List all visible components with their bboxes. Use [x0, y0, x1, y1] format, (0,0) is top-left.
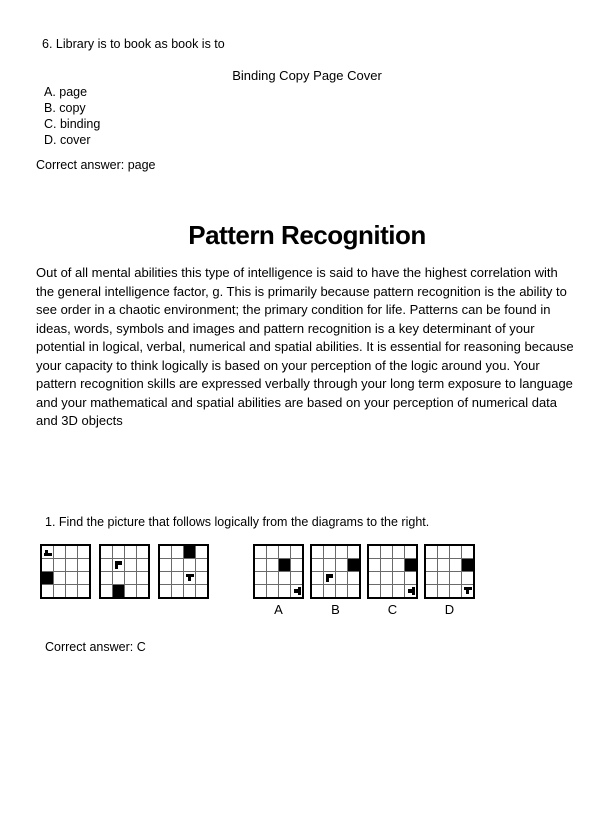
- grid-cell: [113, 546, 124, 558]
- grid-cell: [137, 546, 148, 558]
- grid-cell: [66, 572, 77, 584]
- puzzle-row: [36, 544, 578, 617]
- grid-cell: [336, 585, 347, 597]
- grid-cell: [137, 572, 148, 584]
- grid-cell: [381, 585, 392, 597]
- grid-cell: [279, 585, 290, 597]
- grid-cell: [369, 559, 380, 571]
- section-title: Pattern Recognition: [188, 220, 426, 250]
- grid-cell: [405, 585, 416, 597]
- option-grid-b: [310, 544, 361, 599]
- grid-cell: [267, 559, 278, 571]
- grid-cell: [172, 546, 183, 558]
- grid-cell: [101, 546, 112, 558]
- grid-cell: [312, 572, 323, 584]
- flag-right-glyph: [115, 561, 123, 569]
- grid-cell: [184, 585, 195, 597]
- grid-cell: [438, 559, 449, 571]
- option-grid-c: [367, 544, 418, 599]
- grid-cell: [78, 572, 89, 584]
- sequence-grid-3: [158, 544, 209, 599]
- grid-cell: [348, 559, 359, 571]
- grid-cell: [255, 572, 266, 584]
- grid-cell: [393, 559, 404, 571]
- grid-cell: [348, 572, 359, 584]
- flag-left-glyph: [407, 587, 415, 595]
- grid-cell: [291, 546, 302, 558]
- grid-cell: [54, 585, 65, 597]
- grid-cell: [66, 546, 77, 558]
- grid-cell: [125, 585, 136, 597]
- grid-cell: [450, 572, 461, 584]
- grid-cell: [291, 585, 302, 597]
- flag-left-glyph: [293, 587, 301, 595]
- grid-cell: [255, 585, 266, 597]
- grid-cell: [324, 546, 335, 558]
- grid-cell: [125, 572, 136, 584]
- grid-cell: [291, 572, 302, 584]
- grid-cell: [381, 559, 392, 571]
- grid-cell: [160, 572, 171, 584]
- grid-cell: [348, 546, 359, 558]
- choice-d: D. cover: [44, 133, 91, 147]
- option-grid-a: [253, 544, 304, 599]
- grid-cell: [101, 572, 112, 584]
- grid-cell: [42, 546, 53, 558]
- grid-cell: [336, 546, 347, 558]
- grid-cell: [381, 572, 392, 584]
- grid-cell: [369, 546, 380, 558]
- grid-cell: [255, 559, 266, 571]
- grid-cell: [450, 546, 461, 558]
- grid-cell: [405, 572, 416, 584]
- grid-cell: [184, 559, 195, 571]
- grid-cell: [462, 585, 473, 597]
- grid-cell: [324, 559, 335, 571]
- grid-cell: [172, 572, 183, 584]
- grid-cell: [125, 559, 136, 571]
- grid-cell: [324, 572, 335, 584]
- grid-cell: [78, 559, 89, 571]
- grid-cell: [78, 546, 89, 558]
- section-paragraph: Out of all mental abilities this type of intelligence is said to have the highest correlation with the general intelligence factor, g. This is primarily because pattern recognition is the ability to see order in a chaotic environment; the primary condition for life. Patterns can be found in ideas, words, symbols and images and pattern recognition is a key determinant of your potential in logical, verbal, numerical and spatial abilities. It is essential for reasoning because your capacity to think logically is based on your perception of the logic around you. Your pattern recognition skills are expressed verbally through your long term exposure to language and your mathematical and spatial abilities are based on your perception of numerical data and 3D objects: [36, 265, 574, 428]
- grid-cell: [54, 572, 65, 584]
- grid-cell: [450, 585, 461, 597]
- question-1-prompt: 1. Find the picture that follows logically from the diagrams to the right.: [45, 514, 430, 529]
- grid-cell: [405, 546, 416, 558]
- grid-cell: [101, 559, 112, 571]
- grid-cell: [184, 546, 195, 558]
- grid-cell: [267, 546, 278, 558]
- option-grid-d: [424, 544, 475, 599]
- grid-cell: [279, 546, 290, 558]
- question-1-answer: Correct answer: C: [45, 639, 146, 654]
- choice-c: C. binding: [44, 117, 101, 131]
- grid-cell: [196, 546, 207, 558]
- grid-cell: [336, 572, 347, 584]
- grid-cell: [312, 559, 323, 571]
- question-6-answer: Correct answer: page: [36, 158, 156, 172]
- grid-cell: [196, 585, 207, 597]
- grid-cell: [255, 546, 266, 558]
- step-glyph: [44, 548, 52, 556]
- grid-cell: [196, 572, 207, 584]
- grid-cell: [172, 559, 183, 571]
- grid-cell: [462, 546, 473, 558]
- grid-cell: [426, 585, 437, 597]
- grid-cell: [462, 559, 473, 571]
- grid-cell: [279, 559, 290, 571]
- option-b: [310, 544, 361, 617]
- grid-cell: [78, 585, 89, 597]
- grid-cell: [369, 572, 380, 584]
- grid-cell: [405, 559, 416, 571]
- option-label-d: D: [444, 601, 455, 617]
- grid-cell: [348, 585, 359, 597]
- tee-glyph: [464, 587, 472, 595]
- grid-cell: [42, 585, 53, 597]
- grid-cell: [267, 572, 278, 584]
- grid-cell: [291, 559, 302, 571]
- grid-cell: [393, 572, 404, 584]
- question-6-choices: [36, 84, 578, 148]
- sequence-grid-2: [99, 544, 150, 599]
- grid-cell: [125, 546, 136, 558]
- option-a: [253, 544, 304, 617]
- grid-cell: [113, 559, 124, 571]
- grid-cell: [196, 559, 207, 571]
- grid-cell: [160, 585, 171, 597]
- grid-cell: [137, 559, 148, 571]
- grid-cell: [66, 585, 77, 597]
- grid-cell: [393, 585, 404, 597]
- grid-cell: [113, 572, 124, 584]
- grid-cell: [312, 546, 323, 558]
- grid-cell: [184, 572, 195, 584]
- grid-cell: [426, 546, 437, 558]
- question-1-block: [36, 514, 578, 655]
- choice-a: A. page: [44, 85, 88, 99]
- grid-cell: [113, 585, 124, 597]
- grid-cell: [462, 572, 473, 584]
- question-6-word-bank: Binding Copy Page Cover: [232, 68, 382, 83]
- grid-cell: [160, 546, 171, 558]
- grid-cell: [438, 585, 449, 597]
- choice-b: B. copy: [44, 101, 86, 115]
- grid-cell: [438, 572, 449, 584]
- grid-cell: [312, 585, 323, 597]
- grid-cell: [438, 546, 449, 558]
- option-label-a: A: [274, 601, 283, 617]
- grid-cell: [160, 559, 171, 571]
- grid-cell: [66, 559, 77, 571]
- grid-cell: [450, 559, 461, 571]
- flag-right-glyph: [326, 574, 334, 582]
- grid-cell: [324, 585, 335, 597]
- tee-glyph: [186, 574, 194, 582]
- grid-cell: [42, 572, 53, 584]
- sequence-grid-1: [40, 544, 91, 599]
- grid-cell: [381, 546, 392, 558]
- option-label-b: B: [331, 601, 340, 617]
- question-6-prompt: 6. Library is to book as book is to: [42, 37, 225, 51]
- grid-cell: [426, 559, 437, 571]
- grid-cell: [369, 585, 380, 597]
- grid-cell: [336, 559, 347, 571]
- grid-cell: [54, 546, 65, 558]
- sequence-grids: [40, 544, 209, 599]
- grid-cell: [393, 546, 404, 558]
- option-grids: [253, 544, 475, 617]
- option-label-c: C: [387, 601, 398, 617]
- grid-cell: [172, 585, 183, 597]
- question-6-block: [36, 36, 578, 173]
- grid-cell: [42, 559, 53, 571]
- option-d: [424, 544, 475, 617]
- grid-cell: [426, 572, 437, 584]
- grid-cell: [279, 572, 290, 584]
- grid-cell: [267, 585, 278, 597]
- grid-cell: [137, 585, 148, 597]
- grid-cell: [54, 559, 65, 571]
- option-c: [367, 544, 418, 617]
- grid-cell: [101, 585, 112, 597]
